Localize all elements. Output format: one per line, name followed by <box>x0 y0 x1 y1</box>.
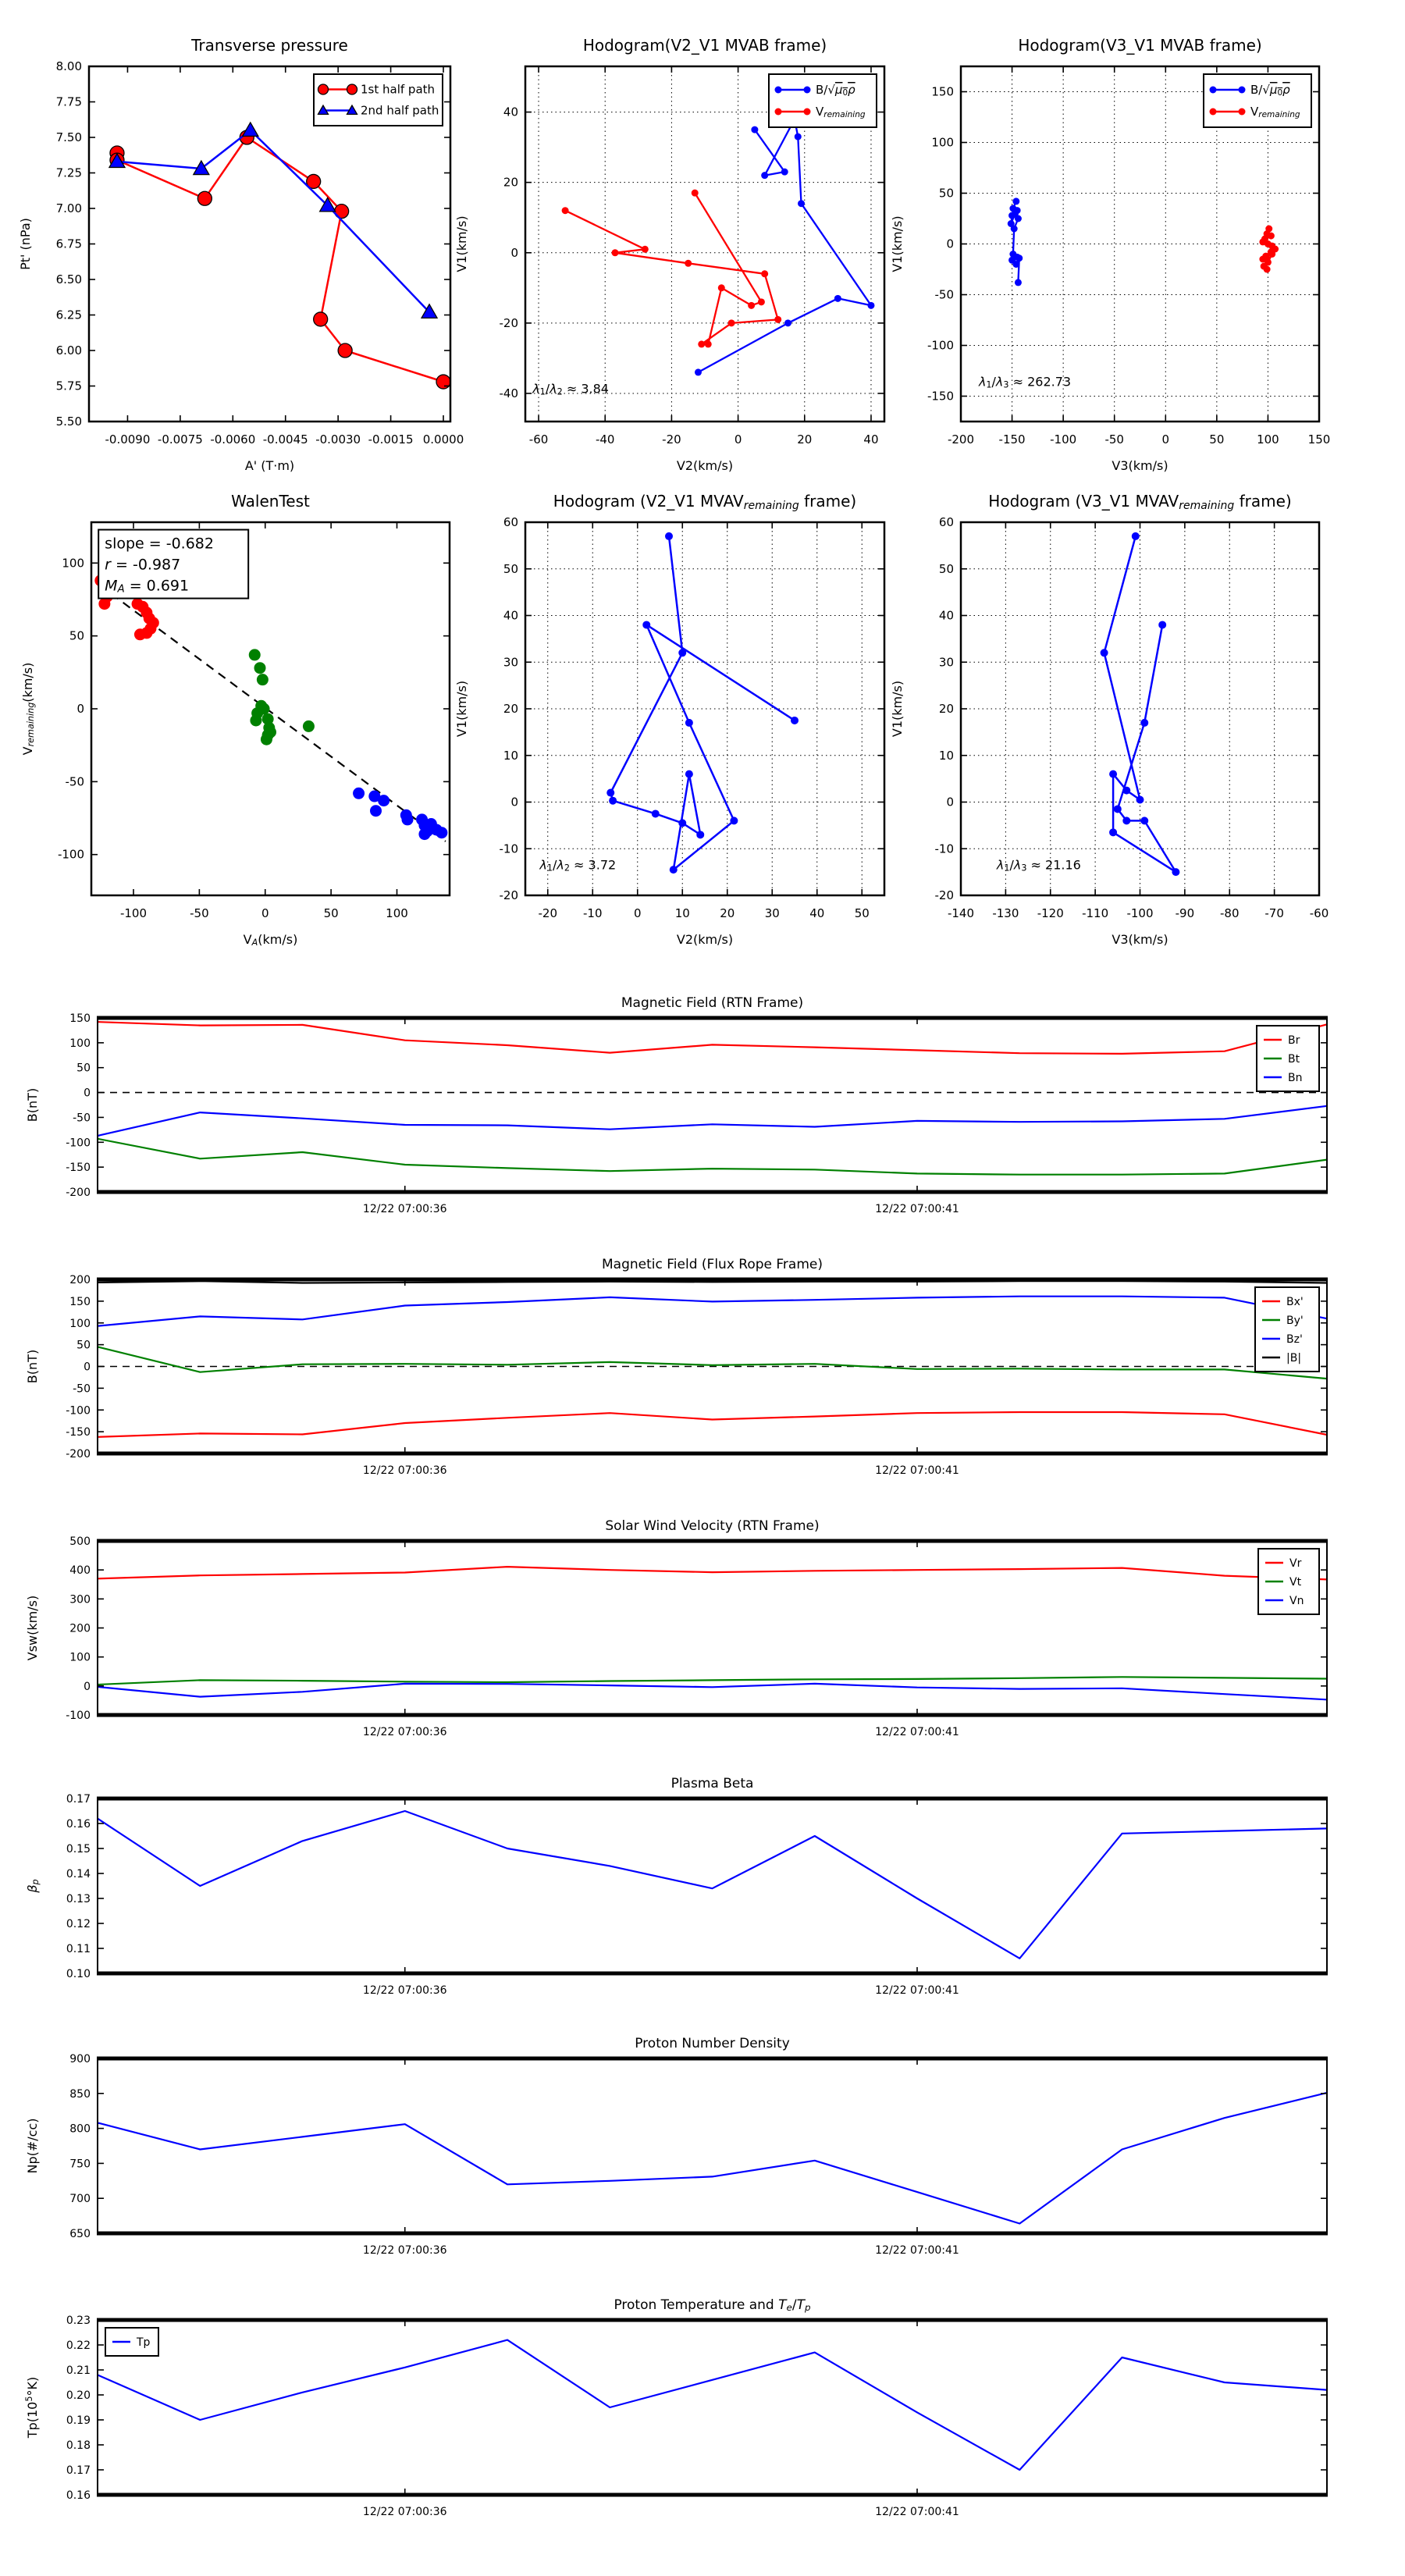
svg-text:10: 10 <box>938 748 954 763</box>
svg-text:-50: -50 <box>190 906 209 920</box>
svg-text:-150: -150 <box>998 432 1026 447</box>
svg-text:Magnetic Field (Flux Rope Fram: Magnetic Field (Flux Rope Frame) <box>602 1257 823 1272</box>
hodogram-v3v1-mvav-plot <box>874 478 1405 968</box>
magnetic-field-rtn-plot <box>0 968 1405 1227</box>
svg-text:12/22 07:00:36: 12/22 07:00:36 <box>362 2506 447 2518</box>
svg-text:-150: -150 <box>927 389 954 404</box>
svg-text:-140: -140 <box>947 906 975 920</box>
svg-text:60: 60 <box>503 515 518 529</box>
svg-text:-20: -20 <box>499 888 518 902</box>
svg-text:-150: -150 <box>66 1426 91 1439</box>
svg-text:10: 10 <box>674 906 690 920</box>
svg-text:-0.0030: -0.0030 <box>315 432 361 447</box>
svg-text:λ1/λ2 ≈ 3.84: λ1/λ2 ≈ 3.84 <box>532 381 609 397</box>
svg-text:0.16: 0.16 <box>66 1818 91 1831</box>
proton-temperature-plot <box>0 2270 1405 2576</box>
transverse-pressure-plot <box>0 0 500 478</box>
svg-text:40: 40 <box>809 906 825 920</box>
svg-text:0.22: 0.22 <box>66 2339 91 2352</box>
svg-text:700: 700 <box>69 2193 91 2206</box>
svg-text:6.25: 6.25 <box>55 308 82 322</box>
svg-text:12/22 07:00:41: 12/22 07:00:41 <box>875 1203 959 1215</box>
svg-text:300: 300 <box>69 1593 91 1606</box>
svg-text:Hodogram (V3_V1 MVAVremaining: Hodogram (V3_V1 MVAVremaining frame) <box>988 492 1292 512</box>
svg-text:-120: -120 <box>1037 906 1064 920</box>
svg-text:0.19: 0.19 <box>66 2414 91 2427</box>
svg-text:100: 100 <box>62 556 84 571</box>
svg-text:Br: Br <box>1288 1034 1300 1047</box>
svg-text:650: 650 <box>69 2228 91 2240</box>
svg-text:Hodogram(V3_V1 MVAB frame): Hodogram(V3_V1 MVAB frame) <box>1018 36 1262 55</box>
svg-text:50: 50 <box>854 906 870 920</box>
svg-text:0.13: 0.13 <box>66 1893 91 1905</box>
svg-text:0.12: 0.12 <box>66 1918 91 1930</box>
svg-text:-0.0075: -0.0075 <box>157 432 203 447</box>
svg-text:-20: -20 <box>499 315 518 330</box>
svg-text:0.17: 0.17 <box>66 2464 91 2477</box>
svg-text:Proton Number Density: Proton Number Density <box>635 2036 790 2051</box>
svg-text:Bn: Bn <box>1288 1072 1303 1084</box>
svg-text:Pt' (nPa): Pt' (nPa) <box>18 218 33 270</box>
svg-text:A' (T·m): A' (T·m) <box>244 458 295 473</box>
svg-text:150: 150 <box>931 84 954 99</box>
svg-text:50: 50 <box>69 628 84 643</box>
svg-text:Vt: Vt <box>1289 1576 1302 1589</box>
svg-text:7.50: 7.50 <box>55 130 82 144</box>
svg-text:50: 50 <box>938 186 954 201</box>
svg-text:VA(km/s): VA(km/s) <box>243 932 298 948</box>
svg-text:0: 0 <box>510 795 518 809</box>
svg-text:B(nT): B(nT) <box>25 1349 40 1384</box>
svg-text:Vremaining(km/s): Vremaining(km/s) <box>20 662 36 756</box>
svg-text:0: 0 <box>946 237 954 251</box>
svg-text:12/22 07:00:36: 12/22 07:00:36 <box>362 1464 447 1477</box>
svg-text:2nd half path: 2nd half path <box>361 103 439 118</box>
svg-text:100: 100 <box>69 1317 91 1330</box>
svg-text:-70: -70 <box>1264 906 1284 920</box>
svg-text:12/22 07:00:41: 12/22 07:00:41 <box>875 2244 959 2257</box>
svg-text:10: 10 <box>503 748 518 763</box>
svg-text:750: 750 <box>69 2158 91 2171</box>
svg-text:-0.0060: -0.0060 <box>210 432 256 447</box>
svg-text:-0.0015: -0.0015 <box>368 432 414 447</box>
svg-text:Proton Temperature and Te/Tp: Proton Temperature and Te/Tp <box>614 2297 811 2314</box>
svg-text:0.18: 0.18 <box>66 2439 91 2452</box>
svg-text:λ1/λ3 ≈ 262.73: λ1/λ3 ≈ 262.73 <box>978 374 1072 390</box>
svg-text:0: 0 <box>84 1361 91 1374</box>
svg-text:60: 60 <box>938 515 954 529</box>
hodogram-v3v1-mvab-plot <box>874 0 1405 478</box>
svg-text:Transverse pressure: Transverse pressure <box>191 36 348 55</box>
svg-text:800: 800 <box>69 2122 91 2136</box>
svg-text:0: 0 <box>261 906 269 920</box>
svg-text:B/√μ0ρ: B/√μ0ρ <box>816 83 855 98</box>
svg-text:20: 20 <box>797 432 813 447</box>
svg-text:6.50: 6.50 <box>55 272 82 286</box>
svg-text:6.00: 6.00 <box>55 343 82 358</box>
svg-text:12/22 07:00:41: 12/22 07:00:41 <box>875 1464 959 1477</box>
svg-text:12/22 07:00:41: 12/22 07:00:41 <box>875 2506 959 2518</box>
svg-text:Vn: Vn <box>1289 1595 1304 1607</box>
svg-text:Magnetic Field (RTN Frame): Magnetic Field (RTN Frame) <box>621 995 804 1011</box>
svg-text:-50: -50 <box>1104 432 1124 447</box>
svg-text:-100: -100 <box>66 1404 91 1418</box>
svg-text:Bt: Bt <box>1288 1053 1300 1066</box>
svg-text:-80: -80 <box>1220 906 1240 920</box>
magnetic-field-flux-rope-plot <box>0 1229 1405 1489</box>
svg-text:0: 0 <box>84 1680 91 1693</box>
proton-number-density-plot <box>0 2008 1405 2268</box>
svg-text:-10: -10 <box>934 841 954 856</box>
svg-text:-10: -10 <box>583 906 603 920</box>
svg-text:V1(km/s): V1(km/s) <box>890 215 905 272</box>
svg-text:r = -0.987: r = -0.987 <box>105 556 181 574</box>
svg-text:B(nT): B(nT) <box>25 1087 40 1123</box>
svg-text:7.25: 7.25 <box>55 165 82 180</box>
svg-text:V3(km/s): V3(km/s) <box>1112 458 1168 473</box>
svg-text:12/22 07:00:41: 12/22 07:00:41 <box>875 1984 959 1997</box>
svg-text:50: 50 <box>323 906 339 920</box>
svg-text:100: 100 <box>69 1037 91 1050</box>
svg-text:-40: -40 <box>499 386 518 400</box>
svg-text:Solar Wind Velocity (RTN Frame: Solar Wind Velocity (RTN Frame) <box>605 1518 820 1534</box>
svg-text:Bz': Bz' <box>1286 1333 1303 1346</box>
svg-text:400: 400 <box>69 1564 91 1578</box>
svg-text:Vremaining: Vremaining <box>816 105 866 119</box>
svg-text:|B|: |B| <box>1286 1352 1302 1364</box>
svg-text:12/22 07:00:36: 12/22 07:00:36 <box>362 1984 447 1997</box>
svg-text:-0.0045: -0.0045 <box>262 432 308 447</box>
svg-text:-100: -100 <box>66 1137 91 1150</box>
svg-text:5.50: 5.50 <box>55 415 82 429</box>
svg-text:12/22 07:00:36: 12/22 07:00:36 <box>362 1203 447 1215</box>
svg-text:Vremaining: Vremaining <box>1250 105 1300 119</box>
svg-text:6.75: 6.75 <box>55 237 82 251</box>
svg-text:-200: -200 <box>66 1448 91 1461</box>
svg-text:7.75: 7.75 <box>55 94 82 109</box>
svg-text:150: 150 <box>1307 432 1331 447</box>
svg-text:-60: -60 <box>1309 906 1329 920</box>
svg-text:30: 30 <box>503 655 518 670</box>
svg-text:7.00: 7.00 <box>55 201 82 215</box>
svg-text:0: 0 <box>510 245 518 260</box>
svg-text:-200: -200 <box>947 432 975 447</box>
svg-text:40: 40 <box>503 608 518 623</box>
svg-text:50: 50 <box>503 561 518 576</box>
svg-text:-100: -100 <box>57 847 84 862</box>
svg-text:100: 100 <box>386 906 408 920</box>
walen-test-plot <box>0 478 500 968</box>
svg-text:-100: -100 <box>1126 906 1154 920</box>
svg-text:-100: -100 <box>1050 432 1077 447</box>
svg-text:30: 30 <box>938 655 954 670</box>
svg-text:λ1/λ3 ≈ 21.16: λ1/λ3 ≈ 21.16 <box>996 857 1081 873</box>
svg-text:-20: -20 <box>538 906 557 920</box>
svg-text:50: 50 <box>938 561 954 576</box>
svg-text:Plasma Beta: Plasma Beta <box>670 1776 754 1791</box>
svg-text:-100: -100 <box>927 338 954 353</box>
svg-text:V1(km/s): V1(km/s) <box>890 680 905 738</box>
svg-text:-50: -50 <box>73 1112 91 1125</box>
svg-text:V1(km/s): V1(km/s) <box>454 680 469 738</box>
svg-text:-40: -40 <box>595 432 615 447</box>
svg-text:MA = 0.691: MA = 0.691 <box>105 577 190 596</box>
svg-text:0: 0 <box>734 432 742 447</box>
svg-text:40: 40 <box>863 432 879 447</box>
svg-text:V1(km/s): V1(km/s) <box>454 215 469 272</box>
svg-text:0.14: 0.14 <box>66 1868 91 1880</box>
svg-text:0: 0 <box>1161 432 1170 447</box>
svg-text:0: 0 <box>633 906 642 920</box>
svg-text:-100: -100 <box>66 1710 91 1722</box>
svg-text:βp: βp <box>25 1879 41 1893</box>
svg-text:By': By' <box>1286 1315 1304 1327</box>
svg-text:-20: -20 <box>934 888 954 902</box>
svg-text:V2(km/s): V2(km/s) <box>676 458 734 473</box>
svg-text:V3(km/s): V3(km/s) <box>1112 932 1168 947</box>
svg-text:12/22 07:00:36: 12/22 07:00:36 <box>362 2244 447 2257</box>
svg-text:20: 20 <box>503 175 518 190</box>
svg-text:-10: -10 <box>499 841 518 856</box>
svg-text:12/22 07:00:36: 12/22 07:00:36 <box>362 1726 447 1738</box>
svg-text:50: 50 <box>76 1339 91 1352</box>
svg-text:0: 0 <box>946 795 954 809</box>
svg-text:Hodogram(V2_V1 MVAB frame): Hodogram(V2_V1 MVAB frame) <box>582 36 827 55</box>
svg-text:-110: -110 <box>1082 906 1109 920</box>
svg-text:50: 50 <box>76 1062 91 1075</box>
svg-text:20: 20 <box>720 906 735 920</box>
svg-text:20: 20 <box>938 702 954 716</box>
svg-text:20: 20 <box>503 702 518 716</box>
svg-text:40: 40 <box>938 608 954 623</box>
svg-text:12/22 07:00:41: 12/22 07:00:41 <box>875 1726 959 1738</box>
svg-text:slope = -0.682: slope = -0.682 <box>105 535 214 553</box>
svg-text:0: 0 <box>76 702 84 716</box>
svg-text:5.75: 5.75 <box>55 379 82 393</box>
svg-text:Vsw(km/s): Vsw(km/s) <box>25 1595 40 1661</box>
svg-text:50: 50 <box>1209 432 1225 447</box>
svg-text:500: 500 <box>69 1535 91 1548</box>
svg-text:1st half path: 1st half path <box>361 82 436 97</box>
svg-text:Hodogram (V2_V1 MVAVremaining: Hodogram (V2_V1 MVAVremaining frame) <box>553 492 857 512</box>
svg-text:Tp(105°K): Tp(105°K) <box>23 2376 40 2439</box>
svg-text:Np(#/cc): Np(#/cc) <box>25 2118 40 2174</box>
svg-text:-150: -150 <box>66 1162 91 1175</box>
svg-text:0.23: 0.23 <box>66 2314 91 2327</box>
svg-text:0.15: 0.15 <box>66 1843 91 1856</box>
plasma-beta-plot <box>0 1749 1405 2006</box>
svg-text:150: 150 <box>69 1012 91 1025</box>
svg-text:-0.0090: -0.0090 <box>105 432 151 447</box>
svg-text:0.11: 0.11 <box>66 1943 91 1955</box>
svg-text:0: 0 <box>84 1087 91 1100</box>
svg-text:0.21: 0.21 <box>66 2364 91 2377</box>
svg-text:WalenTest: WalenTest <box>231 492 310 511</box>
svg-text:-130: -130 <box>992 906 1019 920</box>
svg-text:0.16: 0.16 <box>66 2489 91 2502</box>
svg-text:100: 100 <box>69 1651 91 1664</box>
svg-text:900: 900 <box>69 2053 91 2065</box>
svg-text:-60: -60 <box>528 432 549 447</box>
svg-text:0.0000: 0.0000 <box>422 432 464 447</box>
svg-text:-50: -50 <box>934 287 954 302</box>
svg-text:Vr: Vr <box>1289 1557 1302 1570</box>
svg-text:-200: -200 <box>66 1187 91 1199</box>
svg-text:-90: -90 <box>1175 906 1195 920</box>
svg-text:B/√μ0ρ: B/√μ0ρ <box>1250 83 1290 98</box>
svg-text:150: 150 <box>69 1295 91 1308</box>
svg-text:100: 100 <box>931 135 954 150</box>
svg-text:Bx': Bx' <box>1286 1296 1304 1308</box>
svg-text:850: 850 <box>69 2087 91 2101</box>
svg-text:Tp: Tp <box>137 2336 151 2349</box>
svg-text:0.10: 0.10 <box>66 1968 91 1980</box>
svg-text:-50: -50 <box>73 1382 91 1396</box>
svg-text:V2(km/s): V2(km/s) <box>676 932 734 947</box>
svg-text:λ1/λ2 ≈ 3.72: λ1/λ2 ≈ 3.72 <box>539 857 617 873</box>
svg-text:100: 100 <box>1257 432 1279 447</box>
svg-text:-20: -20 <box>662 432 681 447</box>
svg-text:0.17: 0.17 <box>66 1793 91 1806</box>
svg-text:-100: -100 <box>119 906 148 920</box>
svg-text:-50: -50 <box>65 774 84 789</box>
svg-text:200: 200 <box>69 1274 91 1286</box>
svg-text:30: 30 <box>764 906 780 920</box>
solar-wind-velocity-plot <box>0 1491 1405 1749</box>
svg-text:8.00: 8.00 <box>55 59 82 73</box>
svg-text:0.20: 0.20 <box>66 2389 91 2402</box>
svg-text:40: 40 <box>503 105 518 119</box>
svg-text:200: 200 <box>69 1622 91 1635</box>
